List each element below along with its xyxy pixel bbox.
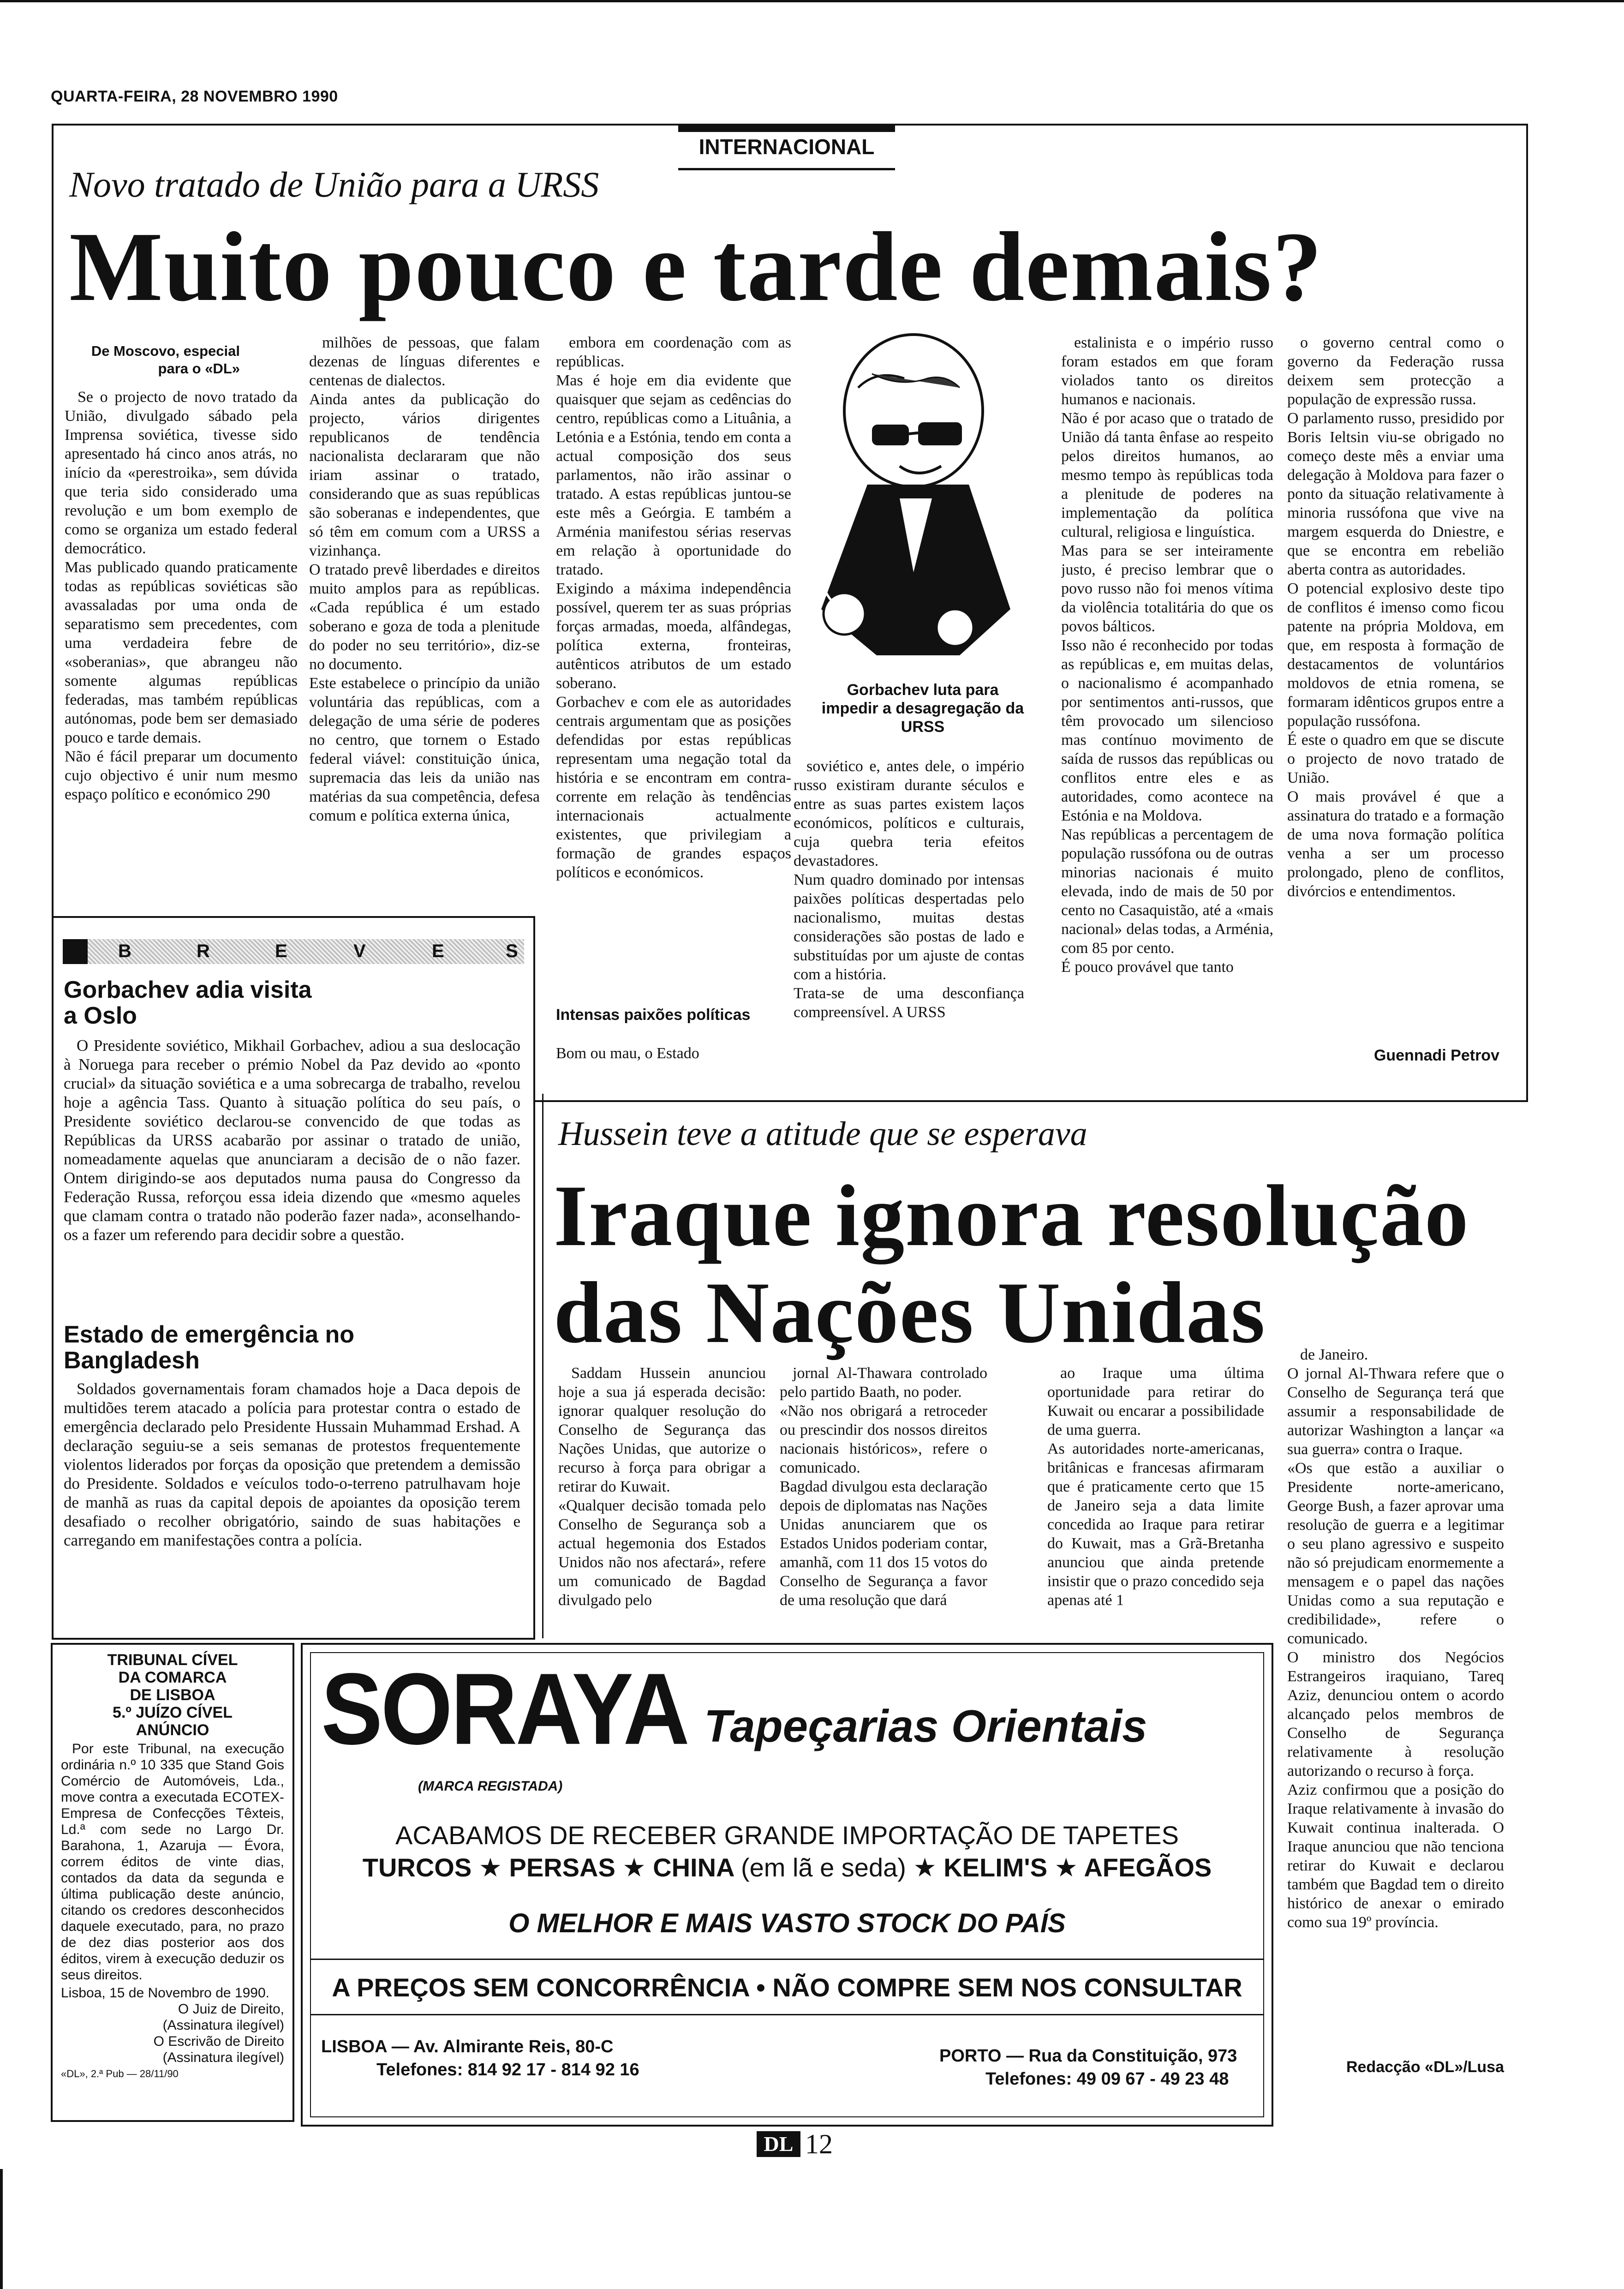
article2-col4	[1287, 1345, 1504, 2056]
ad-line2	[303, 1852, 1272, 1883]
article2-col4-text: de Janeiro. O jornal Al-Thwara refere que o Conselho de Segurança terá que assumir a responsabilidade de autorizar Washington a lançar «a sua guerra» contra o Iraque. «Os que estão a auxiliar o Presidente norte-americano, George Bush, a fazer aprovar uma resolução de guerra e a legitimar o seu plano agressivo e suspeito não só prejudicam enormemente a mensagem e o papel das nações Unidas como a sua reputação e credibilidade», refere o comunicado. O ministro dos Negócios Estrangeiros iraquiano, Tareq Aziz, denunciou ontem o acordo alcançado pelos membros de Conselho de Segurança relativamente à resolução autorizando o recurso à força. Aziz confirmou que a posição do Iraque relativamente à invasão do Kuwait continua inalterada. O Iraque anunciou que não tenciona retirar do Kuwait e declarou também que Bagdad tem o direito histórico de anexar o emirado como sua 19º província.	[1287, 1346, 1504, 1931]
ad-line1: ACABAMOS DE RECEBER GRANDE IMPORTAÇÃO DE TAPETES	[395, 1821, 1179, 1850]
ad-lisboa-address: LISBOA — Av. Almirante Reis, 80-C	[321, 2037, 614, 2056]
article2-headline-line1: Iraque ignora resolução	[554, 1168, 1469, 1264]
star-icon: ★	[622, 1853, 646, 1882]
article2-col3-text: ao Iraque uma última oportunidade para retirar do Kuwait ou encarar a possibilidade de uma guerra. As autoridades norte-americanas, britânicas e francesas afirmaram que é praticamente certo que 15 de Janeiro seja a data limite concedida ao Iraque para retirar do Kuwait, mas a Grã-Bretanha anunciou que ainda pretende insistir que o prazo concedido seja apenas até 1	[1047, 1365, 1264, 1609]
article1-signature: Guennadi Petrov	[1373, 1047, 1499, 1064]
ad-rug-type: PERSAS	[509, 1853, 615, 1882]
article1-col1	[65, 388, 298, 909]
ad-brand: SORAYA	[321, 1652, 688, 1766]
tribunal-title: DA COMARCA	[118, 1669, 227, 1686]
article2-kicker: Hussein teve a atitude que se esperava	[558, 1115, 1087, 1153]
breves-letter: B	[118, 941, 131, 961]
article1-col5	[1061, 333, 1273, 1062]
breves-item2-title: Estado de emergência no Bangladesh	[64, 1321, 354, 1374]
ad-rug-type: TURCOS	[362, 1853, 472, 1882]
breves-letter: E	[432, 941, 444, 961]
breves-letter: S	[506, 941, 518, 961]
article2-col1-text: Saddam Hussein anunciou hoje a sua já esperada decisão: ignorar qualquer resolução do Conselho de Segurança das Nações Unidas, que autorize o recurso à força para obrigar a retirar do Kuwait. «Qualquer decisão tomada pelo Conselho de Segurança sob a actual hegemonia dos Estados Unidos não nos afectará», refere um comunicado de Bagdad divulgado pelo	[558, 1365, 766, 1609]
ad-trademark: (MARCA REGISTADA)	[418, 1779, 563, 1794]
article2-left-rule	[542, 1094, 543, 1638]
article1-col2	[309, 333, 540, 910]
ad-tagline: Tapeçarias Orientais	[704, 1701, 1147, 1751]
breves-item1-text: O Presidente soviético, Mikhail Gorbachev, adiou a sua deslocação à Noruega para receber o prémio Nobel da Paz devido ao «ponto crucial» da situação soviética e a uma sobrecarga de trabalho, revelou hoje a agência Tass. Quanto à situação política do seu país, o Presidente soviético declarou-se convencido de que todas as Repúblicas da URSS acabarão por assinar o tratado de união, nomeadamente aquelas que anunciaram a decisão de o não fazer. Ontem dirigindo-se aos deputados numa pausa do Congresso da Federação Russa, reforçou essa ideia dizendo que «mesmo aqueles que clamam contra o tratado não poderão fazer nada», aconselhando-os a fazer um referendo para decidir sobre a questão.	[64, 1037, 520, 1244]
ad-rug-type: CHINA	[653, 1853, 734, 1882]
ad-line3: O MELHOR E MAIS VASTO STOCK DO PAÍS	[508, 1908, 1066, 1938]
ad-porto-phones: Telefones: 49 09 67 - 49 23 48	[985, 2069, 1229, 2089]
tribunal-notice	[51, 1643, 294, 2122]
ad-rug-type: KELIM'S	[943, 1853, 1048, 1882]
article1-col1-text: Se o projecto de novo tratado da União, divulgado sábado pela Imprensa soviética, tivesse sido apresentado há cinco anos atrás, no início da «perestroika», sem dúvida que teria sido considerado uma revolução e um bom exemplo de como se organiza um estado federal democrático. Mas publicado quando praticamente todas as repúblicas soviéticas são avassaladas por uma onda de separatismo sem precedentes, com uma verdadeira febre de «soberanias», que abrangeu não somente algumas repúblicas federadas, mas também repúblicas autónomas, pode bem ser demasiado pouco e tarde demais. Não é fácil preparar um documento cujo objectivo é unir num mesmo espaço político e económico 290	[65, 389, 298, 803]
article1-col3	[556, 333, 791, 993]
top-rule	[0, 0, 1624, 2]
article2-headline-line2: das Nações Unidas	[554, 1264, 1266, 1361]
breves-letter: E	[275, 941, 287, 961]
tribunal-body: Por este Tribunal, na execução ordinária n.º 10 335 que Stand Gois Comércio de Automóveis, Lda., move contra a executada ECOTEX-Empresa de Confecções Têxteis, Ld.ª com sede no Largo Dr. Barahona, 1, Azaruja — Évora, correm éditos de vinte dias, contados da data da segunda e última publicação deste anúncio, citando os credores desconhecidos daquele executado, para, no prazo de dez dias posterior aos dos éditos, virem à execução deduzir os seus direitos.	[61, 1741, 284, 1983]
tribunal-clerk: O Escrivão de Direito	[153, 2034, 284, 2049]
ad-rug-type: AFEGÃOS	[1084, 1853, 1212, 1882]
breves-item2-text: Soldados governamentais foram chamados hoje a Daca depois de multidões terem atacado a polícia para protestar contra o estado de emergência declarado pelo Presidente Hussain Muhammad Ershad. A declaração seguiu-se a seis semanas de protestos frequentemente violentos liderados por forças da oposição que pretendem a demissão do Presidente. Soldados e veículos todo-o-terreno patrulhavam hoje de manhã as ruas da capital depois de apoiantes da oposição terem desafiado o recolher obrigatório, saindo de suas habitações e carregando em manifestações contra a polícia.	[64, 1380, 520, 1549]
article1-col6	[1287, 333, 1504, 1025]
page-number: 12	[805, 2129, 833, 2159]
gorbachev-caricature	[803, 332, 1033, 674]
article2-signature: Redacção «DL»/Lusa	[1346, 2058, 1504, 2076]
tribunal-title: 5.º JUÍZO CÍVEL	[113, 1704, 233, 1721]
ad-lisboa-phones: Telefones: 814 92 17 - 814 92 16	[376, 2060, 639, 2079]
article1-col3-end: Bom ou mau, o Estado	[556, 1045, 699, 1062]
breves-letter: V	[353, 941, 366, 961]
breves-item1-title: Gorbachev adia visita a Oslo	[64, 977, 312, 1029]
article1-col5-text: estalinista e o império russo foram estados em que foram violados tanto os direitos humanos e nacionais. Não é por acaso que o tratado de União dá tanta ênfase ao respeito pelos direitos humanos, ao mesmo tempo às repúblicas toda a plenitude de poderes na implementação da política cultural, religiosa e linguística. Mas para se ser inteiramente justo, é preciso lembrar que o povo russo não foi menos vítima da violência totalitária do que os povos bálticos. Isso não é reconhecido por todas as repúblicas e, em muitas delas, o nacionalismo é acompanhado por sentimentos anti-russos, que têm provocado um silencioso mas contínuo movimento de saída de russos das repúblicas ou conflitos entre eles e as autoridades, como acontece na Estónia e na Moldova. Nas repúblicas a percentagem de população russófona ou de outras minorias nacionais é muito elevada, indo de mais de 50 por cento no Casaquistão, até a «mais nacional» delas todas, a Arménia, com 85 por cento. É pouco provável que tanto	[1061, 334, 1273, 976]
page-date: QUARTA-FEIRA, 28 NOVEMBRO 1990	[51, 88, 338, 105]
star-icon: ★	[1054, 1853, 1078, 1882]
tribunal-title: TRIBUNAL CÍVEL	[107, 1651, 238, 1669]
article1-col2-text: milhões de pessoas, que falam dezenas de línguas diferentes e centenas de dialectos. Ainda antes da publicação do projecto, vários dirigentes republicanos de tendência nacionalista declararam que não iriam assinar o tratado, considerando que as suas repúblicas são soberanas e independentes, que só têm em comum com a URSS a vizinhança. O tratado prevê liberdades e direitos muito amplos para as repúblicas. «Cada república é um estado soberano e goza de toda a plenitude do poder no seu território», diz-se no documento. Este estabelece o princípio da união voluntária das repúblicas, com a delegação de uma série de poderes no centro, que tornem o Estado federal viável: constituição única, supremacia das leis da união nas matérias da sua competência, defesa comum e política externa única,	[309, 334, 540, 824]
article2-col1	[558, 1364, 766, 1622]
article1-headline: Muito pouco e tarde demais?	[69, 211, 1323, 322]
section-label: INTERNACIONAL	[678, 126, 895, 170]
breves-letter: R	[197, 941, 210, 961]
ad-divider	[310, 2014, 1264, 2015]
tribunal-title: ANÚNCIO	[136, 1721, 209, 1739]
article1-col3-text: embora em coordenação com as repúblicas. Mas é hoje em dia evidente que quaisquer que sejam as cedências do centro, repúblicas como a Lituânia, a Letónia e a Estónia, tendo em conta a actual composição dos seus parlamentos, não irão assinar o tratado. A estas repúblicas juntou-se este mês a Geórgia. E também a Arménia manifestou sérias reservas em relação à oportunidade do tratado. Exigindo a máxima independência possível, querem ter as suas próprias forças armadas, moeda, alfândegas, política externa, fronteiras, autênticos atributos de um estado soberano. Gorbachev e com ele as autoridades centrais argumentam que as posições defendidas por estas repúblicas representam uma negação total da história e se encontram em contra-corrente em relação às tendências internacionais actualmente existentes, que privilegiam a formação de grandes espaços políticos e económicos.	[556, 334, 791, 881]
soraya-ad	[301, 1643, 1273, 2127]
breves-header	[63, 939, 524, 964]
article1-col4-text: soviético e, antes dele, o império russo existiram durante séculos e entre as suas partes existem laços económicos, políticos e culturais, cuja quebra teria efeitos devastadores. Num quadro dominado por intensas paixões políticas despertadas pelo nacionalismo, muitas destas considerações são postas de lado e substituídas por um ajuste de contas com a história. Trata-se de uma desconfiança compreensível. A URSS	[794, 758, 1024, 1021]
article2-col3	[1047, 1364, 1264, 1622]
tribunal-title: DE LISBOA	[130, 1686, 215, 1704]
article1-kicker: Novo tratado de União para a URSS	[69, 164, 599, 204]
breves-square	[63, 939, 88, 964]
star-icon: ★	[913, 1853, 937, 1882]
page-edge-mark	[0, 2169, 3, 2289]
tribunal-clerk-sig: (Assinatura ilegível)	[162, 2050, 284, 2065]
article1-col4	[794, 757, 1024, 1061]
ad-divider	[310, 1959, 1264, 1960]
star-icon: ★	[478, 1853, 502, 1882]
ad-line4: A PREÇOS SEM CONCORRÊNCIA • NÃO COMPRE SEM NOS CONSULTAR	[332, 1973, 1242, 2002]
article1-subhead: Intensas paixões políticas	[556, 1006, 751, 1024]
article1-byline: De Moscovo, especial para o «DL»	[91, 343, 240, 377]
breves-box	[52, 916, 535, 1640]
tribunal-footer: «DL», 2.ª Pub — 28/11/90	[61, 2068, 179, 2079]
tribunal-judge-sig: (Assinatura ilegível)	[162, 2018, 284, 2033]
article2-col2	[780, 1364, 987, 1622]
dl-logo: DL	[757, 2131, 800, 2157]
tribunal-date: Lisboa, 15 de Novembro de 1990.	[61, 1985, 269, 2001]
caricature-caption: Gorbachev luta para impedir a desagregação da URSS	[821, 681, 1024, 736]
tribunal-judge: O Juiz de Direito,	[178, 2001, 284, 2017]
ad-rug-note: (em lã e seda)	[740, 1853, 906, 1882]
ad-porto-address: PORTO — Rua da Constituição, 973	[939, 2046, 1237, 2066]
article2-col2-text: jornal Al-Thawara controlado pelo partido Baath, no poder. «Não nos obrigará a retroceder ou prescindir dos nossos direitos nacionais históricos», refere o comunicado. Bagdad divulgou esta declaração depois de diplomatas nas Nações Unidas anunciarem que os Estados Unidos poderiam contar, amanhã, com 11 dos 15 votos do Conselho de Segurança a favor de uma resolução que dará	[780, 1365, 987, 1609]
article1-col6-text: o governo central como o governo da Federação russa deixem sem protecção a população de expressão russa. O parlamento russo, presidido por Boris Ieltsin viu-se obrigado no começo deste mês a enviar uma delegação à Moldova para fazer o ponto da situação relativamente à minoria russófona que vive na margem esquerda do Dniestre, e que se encontra em rebelião aberta contra as autoridades. O potencial explosivo deste tipo de conflitos é imenso como ficou patente na própria Moldova, em que, em resposta à formação de destacamentos de voluntários moldovos de etnia romena, se formaram idênticos grupos entre a população russófona. É este o quadro em que se discute o projecto de novo tratado de União. O mais provável é que a assinatura do tratado e a formação de uma nova formação política venha a ser um processo prolongado, pleno de conflitos, divórcios e entendimentos.	[1287, 334, 1504, 900]
